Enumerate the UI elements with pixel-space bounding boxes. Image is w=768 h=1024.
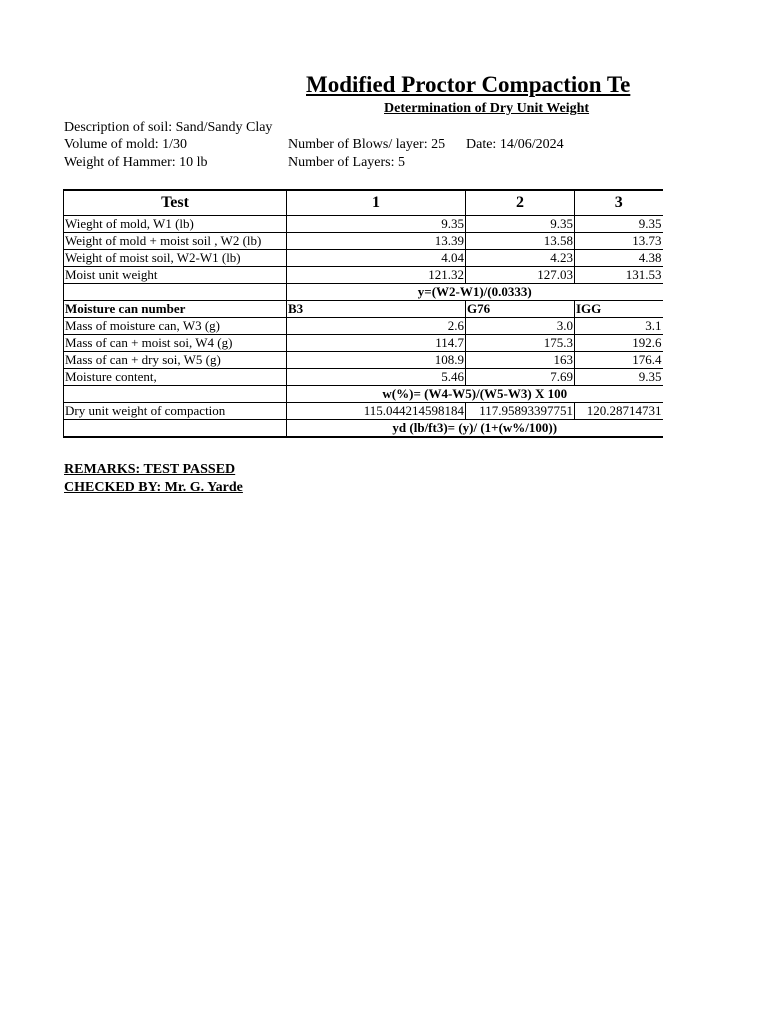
cell-value: 114.7 [287,335,466,352]
row-label: Dry unit weight of compaction [64,403,287,420]
cell-value: 175.3 [466,335,575,352]
cell-value: 4.38 [575,250,663,267]
cell-value: 2.6 [287,318,466,335]
dry-unit-weight-formula: yd (lb/ft3)= (y)/ (1+(w%/100)) [287,420,663,438]
cell-value: 115.044214598184 [287,403,466,420]
header-trial-3: 3 [575,190,663,216]
compaction-table [63,189,663,438]
can-id: G76 [466,301,575,318]
cell-value: 4.23 [466,250,575,267]
cell-value: 5.46 [287,369,466,386]
dry-unit-weight-row [64,403,663,420]
cell-value: 120.28714731 [575,403,663,420]
cell-value: 4.04 [287,250,466,267]
moisture-can-row [64,301,663,318]
row-label: Moisture can number [64,301,287,318]
blows-per-layer: Number of Blows/ layer: 25 [288,137,446,152]
formula-row [64,386,663,403]
can-id: B3 [287,301,466,318]
page-title: Modified Proctor Compaction Te [306,72,631,97]
row-label: Mass of can + moist soi, W4 (g) [64,335,287,352]
cell-value: 9.35 [575,369,663,386]
table-row [64,267,663,284]
checked-by: CHECKED BY: Mr. G. Yarde [64,480,243,495]
can-id: IGG [575,301,663,318]
cell-value: 108.9 [287,352,466,369]
cell-value: 9.35 [575,216,663,233]
soil-description: Description of soil: Sand/Sandy Clay [64,120,273,135]
cell-value: 9.35 [287,216,466,233]
formula-row [64,420,663,438]
cell-value: 13.58 [466,233,575,250]
cell-value: 127.03 [466,267,575,284]
table-row [64,250,663,267]
row-label: Weight of moist soil, W2-W1 (lb) [64,250,287,267]
table-row [64,233,663,250]
cell-value: 13.39 [287,233,466,250]
row-label: Moist unit weight [64,267,287,284]
row-label: Mass of can + dry soi, W5 (g) [64,352,287,369]
table-row [64,216,663,233]
table-row [64,335,663,352]
remarks: REMARKS: TEST PASSED [64,462,236,477]
number-of-layers: Number of Layers: 5 [288,155,406,170]
blank-cell [64,284,287,301]
row-label: Mass of moisture can, W3 (g) [64,318,287,335]
blank-cell [64,420,287,438]
mold-volume: Volume of mold: 1/30 [64,137,188,152]
cell-value: 121.32 [287,267,466,284]
moist-unit-weight-formula: y=(W2-W1)/(0.0333) [287,284,663,301]
cell-value: 13.73 [575,233,663,250]
moisture-content-formula: w(%)= (W4-W5)/(W5-W3) X 100 [287,386,663,403]
row-label: Weight of mold + moist soil , W2 (lb) [64,233,287,250]
hammer-weight: Weight of Hammer: 10 lb [64,155,208,170]
cell-value: 7.69 [466,369,575,386]
blank-cell [64,386,287,403]
header-test: Test [64,190,287,216]
page-subtitle: Determination of Dry Unit Weight [384,101,590,116]
table-row [64,369,663,386]
cell-value: 176.4 [575,352,663,369]
row-label: Wieght of mold, W1 (lb) [64,216,287,233]
table-header-row [64,190,663,216]
cell-value: 9.35 [466,216,575,233]
cell-value: 192.6 [575,335,663,352]
header-trial-2: 2 [466,190,575,216]
cell-value: 163 [466,352,575,369]
test-date: Date: 14/06/2024 [466,137,564,152]
formula-row [64,284,663,301]
cell-value: 117.95893397751 [466,403,575,420]
table-row [64,318,663,335]
cell-value: 3.1 [575,318,663,335]
table-row [64,352,663,369]
cell-value: 131.53 [575,267,663,284]
cell-value: 3.0 [466,318,575,335]
header-trial-1: 1 [287,190,466,216]
row-label: Moisture content, [64,369,287,386]
